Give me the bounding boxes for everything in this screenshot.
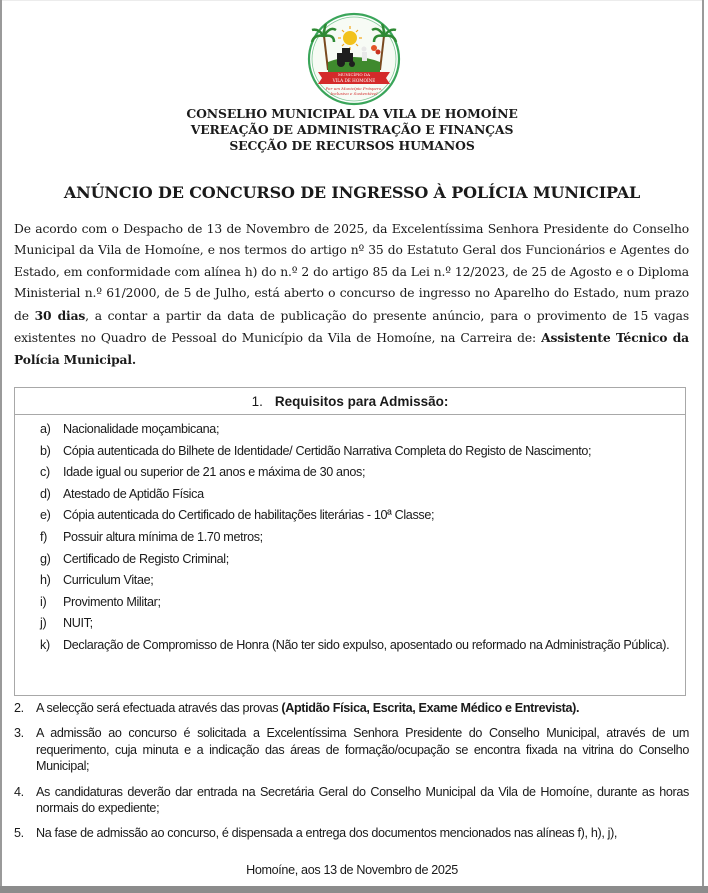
- requirement-text: Provimento Militar;: [63, 594, 161, 609]
- requirement-item: [15, 527, 685, 549]
- requirement-text: NUIT;: [63, 616, 93, 631]
- requirement-item: [15, 635, 685, 657]
- requirement-marker: f): [40, 529, 47, 544]
- requirement-text: Atestado de Aptidão Física: [63, 486, 204, 501]
- requirement-marker: i): [40, 594, 47, 609]
- clause-item: [14, 784, 689, 817]
- numbered-clauses: [14, 700, 689, 851]
- deadline-days: 30 dias: [34, 307, 86, 323]
- place-and-date: Homoíne, aos 13 de Novembro de 2025: [246, 863, 458, 877]
- requirements-heading-text: Requisitos para Admissão:: [274, 394, 449, 409]
- requirement-text: Cópia autenticada do Certificado de habilitações literárias - 10ª Classe;: [63, 508, 435, 523]
- requirement-text: Possuir altura mínima de 1.70 metros;: [63, 529, 263, 544]
- clause-item: [14, 725, 689, 774]
- svg-text:Por um Município Próspero,: Por um Município Próspero,: [325, 86, 383, 91]
- requirement-item: [15, 613, 685, 635]
- header-line-department: VEREAÇÃO DE ADMINISTRAÇÃO E FINANÇAS: [190, 122, 514, 137]
- requirement-item: [15, 462, 685, 484]
- requirement-marker: e): [40, 508, 51, 523]
- requirement-item: [15, 419, 685, 441]
- svg-text:MUNICÍPIO DA: MUNICÍPIO DA: [337, 72, 371, 77]
- clause-number: 5.: [14, 826, 24, 841]
- page-bottom-bar: [0, 886, 708, 893]
- requirements-number: 1.: [251, 394, 263, 409]
- requirement-marker: d): [40, 486, 51, 501]
- header-line-section: SECÇÃO DE RECURSOS HUMANOS: [229, 138, 475, 153]
- requirements-list: [15, 415, 685, 657]
- requirement-text: Curriculum Vitae;: [63, 573, 154, 588]
- page-right-margin: [704, 0, 708, 886]
- requirement-marker: b): [40, 443, 51, 458]
- requirement-marker: g): [40, 551, 51, 566]
- requirement-item: [15, 570, 685, 592]
- requirement-text: Nacionalidade moçambicana;: [63, 422, 220, 436]
- requirement-text: Cópia autenticada do Bilhete de Identidade/ Certidão Narrativa Completa do Registo de Nascimento;: [63, 443, 592, 458]
- header-line-council: CONSELHO MUNICIPAL DA VILA DE HOMOÍNE: [186, 106, 518, 121]
- page-top-edge: [2, 0, 702, 1]
- requirement-marker: k): [40, 637, 50, 652]
- announcement-title: ANÚNCIO DE CONCURSO DE INGRESSO À POLÍCIA MUNICIPAL: [63, 183, 641, 202]
- clause-number: 4.: [14, 784, 24, 799]
- requirement-item: [15, 592, 685, 614]
- municipal-crest-logo: [304, 12, 404, 106]
- requirement-text: Idade igual ou superior de 21 anos e máxima de 30 anos;: [63, 465, 366, 480]
- requirement-marker: h): [40, 573, 51, 588]
- clause-bold-text: (Aptidão Física, Escrita, Exame Médico e Entrevista).: [281, 701, 580, 715]
- requirement-marker: a): [40, 422, 51, 436]
- clause-number: 2.: [14, 701, 24, 715]
- requirement-text: Declaração de Compromisso de Honra (Não ter sido expulso, aposentado ou reformado na Administração Pública).: [63, 637, 670, 652]
- clause-item: [14, 825, 689, 841]
- requirement-item: [15, 441, 685, 463]
- requirement-marker: j): [40, 616, 47, 631]
- requirement-text: Certificado de Registo Criminal;: [63, 551, 229, 566]
- intro-text-1: De acordo com o Despacho de 13 de Novembro de 2025, da Excelentíssima Senhora Presidente do Conselho Municipal da Vila de Homoíne, e nos termos do artigo nº 35 do Estatuto Geral dos Funcionários e Agentes do Estado, em conformidade com alínea h) do n.º 2 do artigo 85 da Lei n.º 12/2023, de 25 de Agosto e o Diploma Ministerial n.º 61/2000, de 5 de Julho, está aberto o concurso de ingresso no Aparelho do Estado, num prazo de: [14, 222, 689, 323]
- requirement-item: [15, 505, 685, 527]
- clause-item: [14, 700, 689, 716]
- requirement-item: [15, 549, 685, 571]
- career-name: Assistente Técnico da Polícia Municipal.: [14, 330, 689, 368]
- clause-text: A admissão ao concurso é solicitada a Excelentíssima Senhora Presidente do Conselho Municipal, através de um requerimento, cuja minuta e a indicação das áreas de formação/ocupação se encontra fixada na vitrina do Conselho Municipal;: [36, 726, 689, 774]
- svg-text:VILA DE HOMOÍNE: VILA DE HOMOÍNE: [332, 78, 376, 83]
- requirement-item: [15, 484, 685, 506]
- requirement-marker: c): [40, 465, 50, 480]
- intro-paragraph: [14, 219, 689, 372]
- clause-number: 3.: [14, 726, 24, 741]
- sun-icon: [343, 31, 357, 45]
- institution-header: [0, 106, 704, 154]
- requirements-heading: [15, 388, 685, 415]
- clause-text: As candidaturas deverão dar entrada na Secretária Geral do Conselho Municipal da Vila de Homoíne, durante as horas normais do expediente;: [36, 784, 689, 816]
- svg-text:Inclusivo e Sustentável: Inclusivo e Sustentável: [330, 91, 378, 96]
- clause-text: A selecção será efectuada através das provas: [36, 701, 282, 715]
- intro-text-2: , a contar a partir da data de publicação do presente anúncio, para o provimento de 15 vagas existentes no Quadro de Pessoal do Município da Vila de Homoíne, na Carreira de:: [14, 308, 689, 346]
- clause-text: Na fase de admissão ao concurso, é dispensada a entrega dos documentos mencionados nas alíneas f), h), j),: [36, 826, 618, 841]
- requirements-box: [14, 387, 686, 696]
